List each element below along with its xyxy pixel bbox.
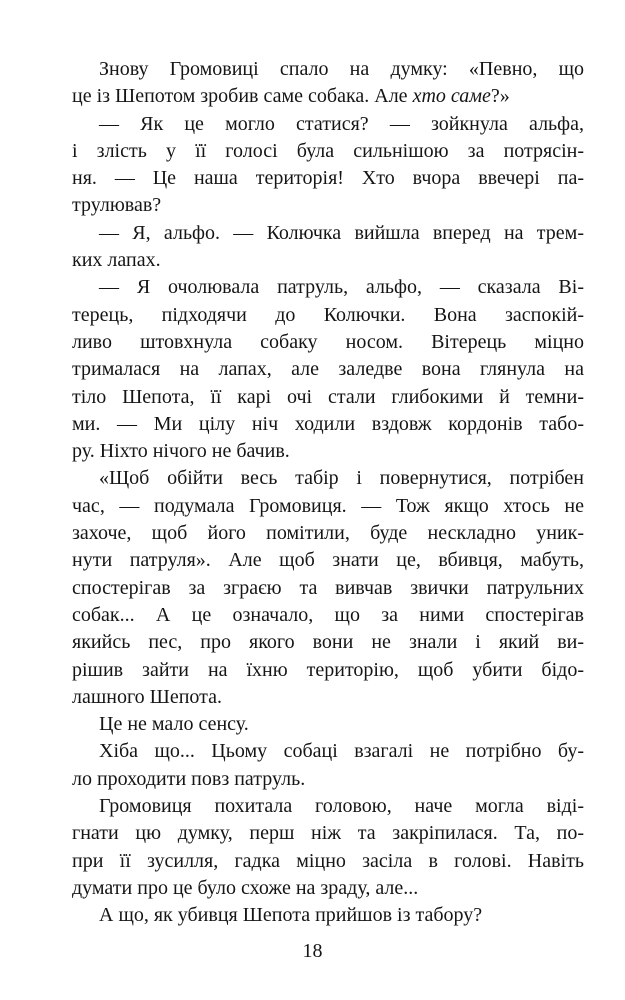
text-line — [72, 602, 584, 629]
text-line — [72, 875, 584, 902]
text-line — [72, 438, 584, 465]
text-line — [72, 575, 584, 602]
text-line — [72, 657, 584, 684]
text-segment: якийсь пес, про якого вони не знали і який ви- — [72, 631, 584, 654]
text-segment: «Щоб обійти весь табір і повернутися, потрібен — [99, 467, 584, 490]
text-segment: ?» — [490, 85, 510, 108]
text-segment: рішив зайти на їхню територію, щоб убити бідо- — [72, 658, 584, 681]
text-line — [72, 247, 584, 274]
text-segment: ких лапах. — [72, 249, 161, 272]
text-segment: нути патруля». Але щоб знати це, вбивця, мабуть, — [72, 549, 584, 572]
page-number: 18 — [302, 940, 323, 962]
text-segment: А що, як убивця Шепота прийшов із табору? — [99, 904, 483, 927]
text-line — [72, 902, 584, 929]
text-line — [72, 192, 584, 219]
text-line — [72, 384, 584, 411]
text-line — [72, 493, 584, 520]
text-line — [72, 83, 584, 110]
text-segment: терець, підходячи до Колючки. Вона заспокій- — [72, 303, 584, 326]
text-line — [72, 138, 584, 165]
text-segment: Знову Громовиці спало на думку: «Певно, що — [99, 58, 584, 80]
text-segment: Хіба що... Цьому собаці взагалі не потрібно бу- — [99, 740, 584, 763]
text-line — [72, 56, 584, 83]
text-segment: ливо штовхнула собаку носом. Вітерець міцно — [72, 330, 584, 353]
text-line — [72, 465, 584, 492]
text-segment: — Я очолювала патруль, альфо, — сказала Ві- — [99, 276, 584, 299]
text-segment: трималася на лапах, але заледве вона глянула на — [72, 358, 584, 381]
text-segment: тіло Шепота, її карі очі стали глибокими й темни- — [72, 385, 584, 408]
text-segment: захоче, щоб його помітили, буде нескладно уник- — [72, 522, 584, 545]
text-line — [72, 220, 584, 247]
text-line — [72, 302, 584, 329]
text-block — [72, 56, 584, 930]
text-line — [72, 848, 584, 875]
text-line — [72, 165, 584, 192]
text-segment: ру. Ніхто нічого не бачив. — [72, 440, 290, 463]
text-line — [72, 684, 584, 711]
text-segment: при її зусилля, гадка міцно засіла в голові. Навіть — [72, 849, 584, 872]
text-segment: — Як це могло статися? — зойкнула альфа, — [99, 112, 584, 135]
text-line — [72, 738, 584, 765]
text-segment: це із Шепотом зробив саме собака. Але — [72, 85, 413, 108]
text-line — [72, 711, 584, 738]
text-segment: Це не мало сенсу. — [99, 713, 249, 736]
text-segment: ми. — Ми цілу ніч ходили вздовж кордонів табо- — [72, 412, 584, 435]
text-line — [72, 820, 584, 847]
text-line — [72, 547, 584, 574]
text-segment: ло проходити повз патруль. — [72, 767, 306, 790]
text-line — [72, 766, 584, 793]
text-line — [72, 629, 584, 656]
text-segment: ня. — Це наша територія! Хто вчора ввечері па- — [72, 167, 584, 190]
text-line — [72, 274, 584, 301]
text-segment: спостерігав за зграєю та вивчав звички патрульних — [72, 576, 584, 599]
text-line — [72, 356, 584, 383]
text-line — [72, 411, 584, 438]
text-segment: гнати цю думку, перш ніж та закріпилася. Та, по- — [72, 822, 584, 845]
text-segment: і злість у її голосі була сильнішою за потрясін- — [72, 139, 584, 162]
text-line — [72, 793, 584, 820]
text-segment: собак... А це означало, що за ними спостерігав — [72, 603, 584, 626]
text-segment: трулював? — [72, 194, 162, 217]
text-segment-italic: хто саме — [412, 85, 491, 108]
text-line — [72, 329, 584, 356]
text-segment: час, — подумала Громовиця. — Тож якщо хтось не — [72, 494, 584, 517]
text-segment: лашного Шепота. — [72, 685, 223, 708]
text-line — [72, 111, 584, 138]
text-segment: — Я, альфо. — Колючка вийшла вперед на трем- — [99, 221, 584, 244]
text-segment: Громовиця похитала головою, наче могла віді- — [99, 795, 584, 818]
text-line — [72, 520, 584, 547]
text-segment: думати про це було схоже на зраду, але... — [72, 876, 419, 899]
